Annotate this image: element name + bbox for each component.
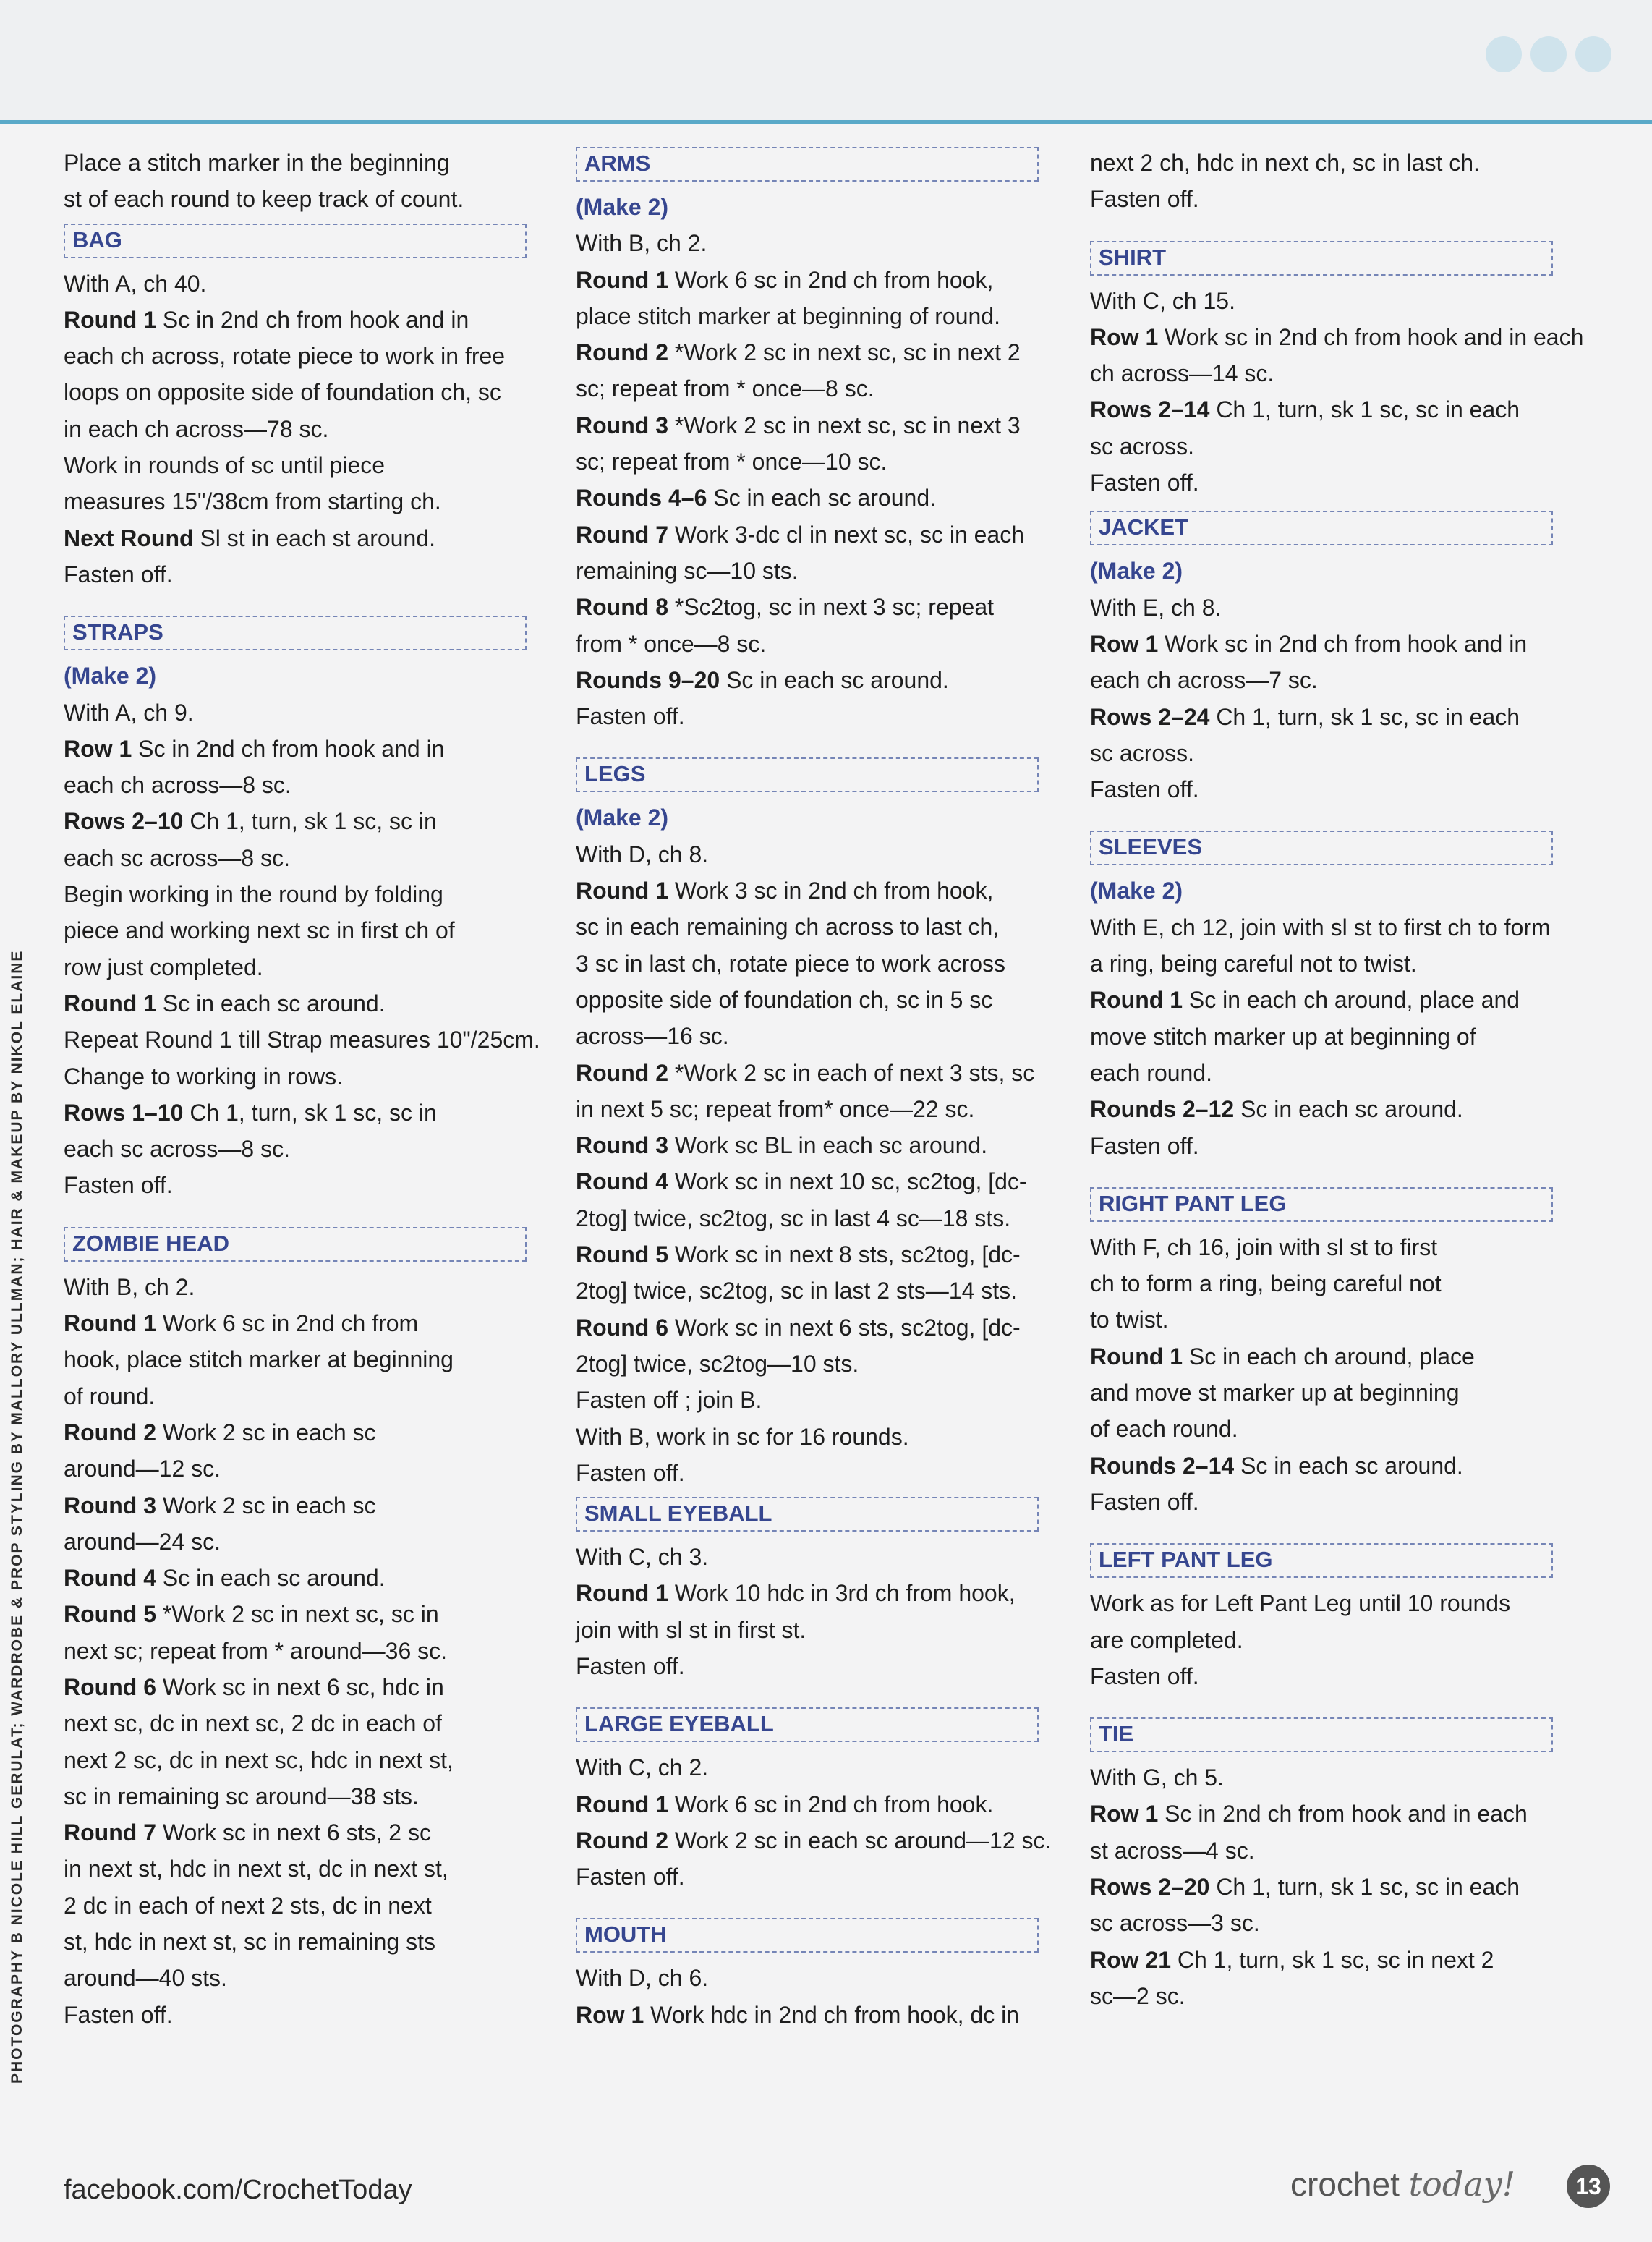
- intro-text: Place a stitch marker in the beginning: [64, 150, 450, 176]
- instruction-line: row just completed.: [64, 954, 263, 980]
- instruction-line: each ch across—7 sc.: [1090, 667, 1318, 694]
- circle-icon: [1575, 36, 1611, 72]
- instruction-line: Fasten off.: [1090, 1132, 1199, 1159]
- instruction-line: sc across—3 sc.: [1090, 1910, 1260, 1937]
- instruction-line: Row 21 Ch 1, turn, sk 1 sc, sc in next 2: [1090, 1946, 1494, 1973]
- instruction-line: With E, ch 8.: [1090, 594, 1222, 621]
- instruction-line: Round 3 Work 2 sc in each sc: [64, 1492, 376, 1519]
- instruction-line: next 2 ch, hdc in next ch, sc in last ch.: [1090, 150, 1480, 176]
- instruction-line: sc—2 sc.: [1090, 1982, 1185, 2009]
- instruction-line: Next Round Sl st in each st around.: [64, 525, 435, 551]
- make-note: (Make 2): [64, 663, 157, 689]
- instruction-line: Rounds 2–12 Sc in each sc around.: [1090, 1096, 1463, 1123]
- instruction-line: Fasten off.: [64, 2001, 173, 2028]
- instruction-line: and move st marker up at beginning: [1090, 1380, 1460, 1406]
- instruction-line: sc across.: [1090, 433, 1195, 459]
- instruction-line: around—12 sc.: [64, 1456, 221, 1482]
- top-band: [0, 0, 1652, 122]
- instruction-line: With G, ch 5.: [1090, 1765, 1224, 1791]
- instruction-line: Round 2 Work 2 sc in each sc around—12 sc.: [576, 1827, 1052, 1854]
- instruction-line: loops on opposite side of foundation ch, sc: [64, 379, 501, 406]
- instruction-line: Round 8 *Sc2tog, sc in next 3 sc; repeat: [576, 594, 994, 621]
- instruction-line: Row 1 Sc in 2nd ch from hook and in each: [1090, 1801, 1528, 1827]
- instruction-line: Fasten off.: [64, 1172, 173, 1199]
- instruction-line: each ch across, rotate piece to work in free: [64, 343, 506, 370]
- instruction-line: measures 15"/38cm from starting ch.: [64, 488, 441, 515]
- instruction-line: of each round.: [1090, 1416, 1238, 1443]
- instruction-line: With C, ch 15.: [1090, 287, 1235, 314]
- instruction-line: remaining sc—10 sts.: [576, 557, 799, 584]
- instruction-line: in each ch across—78 sc.: [64, 415, 329, 442]
- instruction-line: Fasten off.: [1090, 1663, 1199, 1689]
- instruction-line: in next st, hdc in next st, dc in next st,: [64, 1856, 448, 1882]
- instruction-line: from * once—8 sc.: [576, 630, 767, 657]
- section-heading-jacket: JACKET: [1090, 511, 1553, 545]
- instruction-line: a ring, being careful not to twist.: [1090, 951, 1417, 977]
- decorative-circles: [1477, 36, 1611, 76]
- instruction-line: With A, ch 40.: [64, 270, 207, 297]
- instruction-line: Round 3 *Work 2 sc in next sc, sc in next 3: [576, 412, 1021, 438]
- instruction-line: Round 1 Sc in each sc around.: [64, 990, 386, 1016]
- instruction-line: Round 3 Work sc BL in each sc around.: [576, 1132, 988, 1159]
- section-heading-mouth: MOUTH: [576, 1918, 1039, 1953]
- instruction-line: Work as for Left Pant Leg until 10 rounds: [1090, 1590, 1511, 1617]
- instruction-line: Round 4 Work sc in next 10 sc, sc2tog, [dc-: [576, 1168, 1027, 1195]
- instruction-line: Fasten off.: [1090, 186, 1199, 213]
- instruction-line: Rows 2–10 Ch 1, turn, sk 1 sc, sc in: [64, 808, 437, 835]
- instruction-line: Row 1 Work sc in 2nd ch from hook and in each: [1090, 323, 1584, 350]
- instruction-line: Round 1 Work 6 sc in 2nd ch from hook.: [576, 1791, 994, 1817]
- instruction-line: With C, ch 3.: [576, 1544, 709, 1571]
- instruction-line: Round 1 Work 6 sc in 2nd ch from hook,: [576, 266, 994, 293]
- instruction-line: to twist.: [1090, 1307, 1169, 1333]
- instruction-line: ch across—14 sc.: [1090, 360, 1274, 387]
- make-note: (Make 2): [1090, 558, 1183, 585]
- column-1: [64, 145, 541, 2033]
- instruction-line: around—24 sc.: [64, 1528, 221, 1555]
- circle-icon: [1530, 36, 1567, 72]
- instruction-line: Round 2 *Work 2 sc in each of next 3 sts, sc: [576, 1059, 1035, 1086]
- instruction-line: 2tog] twice, sc2tog—10 sts.: [576, 1350, 859, 1377]
- instruction-line: sc in each remaining ch across to last ch,: [576, 914, 1000, 940]
- instruction-line: Fasten off.: [576, 1864, 685, 1890]
- section-heading-shirt: SHIRT: [1090, 241, 1553, 276]
- instruction-line: st, hdc in next st, sc in remaining sts: [64, 1929, 435, 1956]
- instruction-line: each ch across—8 sc.: [64, 772, 291, 799]
- instruction-line: across—16 sc.: [576, 1023, 729, 1050]
- section-heading-bag: BAG: [64, 224, 527, 258]
- instruction-line: Round 7 Work sc in next 6 sts, 2 sc: [64, 1819, 431, 1846]
- instruction-line: place stitch marker at beginning of round.: [576, 302, 1000, 329]
- section-heading-straps: STRAPS: [64, 616, 527, 650]
- instruction-line: Change to working in rows.: [64, 1063, 343, 1090]
- instruction-line: sc across.: [1090, 739, 1195, 766]
- instruction-line: Rows 2–24 Ch 1, turn, sk 1 sc, sc in each: [1090, 703, 1520, 730]
- instruction-line: Begin working in the round by folding: [64, 881, 443, 908]
- instruction-line: With D, ch 8.: [576, 841, 709, 867]
- instruction-line: Round 5 Work sc in next 8 sts, sc2tog, [dc-: [576, 1241, 1021, 1268]
- instruction-line: Round 5 *Work 2 sc in next sc, sc in: [64, 1601, 439, 1628]
- instruction-line: Rounds 2–14 Sc in each sc around.: [1090, 1452, 1463, 1479]
- instruction-line: Row 1 Work hdc in 2nd ch from hook, dc in: [576, 2001, 1019, 2028]
- section-heading-zombie-head: ZOMBIE HEAD: [64, 1227, 527, 1262]
- instruction-line: Rounds 9–20 Sc in each sc around.: [576, 666, 949, 693]
- brand-logo: crochet today!: [1290, 2165, 1516, 2204]
- instruction-line: With B, work in sc for 16 rounds.: [576, 1423, 909, 1450]
- instruction-line: ch to form a ring, being careful not: [1090, 1270, 1442, 1297]
- make-note: (Make 2): [1090, 878, 1183, 904]
- page-number: 13: [1567, 2165, 1610, 2208]
- section-heading-legs: LEGS: [576, 757, 1039, 792]
- instruction-line: Rows 2–14 Ch 1, turn, sk 1 sc, sc in each: [1090, 396, 1520, 423]
- instruction-line: Round 4 Sc in each sc around.: [64, 1565, 386, 1592]
- section-heading-sleeves: SLEEVES: [1090, 831, 1553, 865]
- column-2: [576, 145, 1053, 2033]
- section-heading-arms: ARMS: [576, 147, 1039, 182]
- instruction-line: each sc across—8 sc.: [64, 1136, 290, 1163]
- instruction-line: With F, ch 16, join with sl st to first: [1090, 1233, 1438, 1260]
- instruction-line: 2tog] twice, sc2tog, sc in last 4 sc—18 sts.: [576, 1205, 1011, 1231]
- instruction-line: Rounds 4–6 Sc in each sc around.: [576, 485, 936, 511]
- section-heading-left-pant-leg: LEFT PANT LEG: [1090, 1543, 1553, 1578]
- instruction-line: Round 1 Work 3 sc in 2nd ch from hook,: [576, 878, 994, 904]
- instruction-line: each round.: [1090, 1059, 1213, 1086]
- instruction-line: of round.: [64, 1383, 156, 1409]
- instruction-line: Fasten off.: [64, 561, 173, 587]
- instruction-line: Round 2 *Work 2 sc in next sc, sc in next 2: [576, 339, 1021, 366]
- instruction-line: Rows 2–20 Ch 1, turn, sk 1 sc, sc in each: [1090, 1873, 1520, 1900]
- instruction-line: Round 2 Work 2 sc in each sc: [64, 1419, 376, 1445]
- instruction-line: sc; repeat from * once—8 sc.: [576, 375, 874, 402]
- instruction-line: Round 1 Sc in each ch around, place: [1090, 1343, 1475, 1370]
- instruction-line: next 2 sc, dc in next sc, hdc in next st,: [64, 1746, 454, 1773]
- instruction-line: With D, ch 6.: [576, 1965, 709, 1992]
- instruction-line: With B, ch 2.: [64, 1273, 195, 1300]
- section-heading-large-eyeball: LARGE EYEBALL: [576, 1707, 1039, 1742]
- instruction-line: Round 1 Sc in 2nd ch from hook and in: [64, 306, 469, 333]
- instruction-line: With B, ch 2.: [576, 230, 707, 257]
- instruction-line: next sc, dc in next sc, 2 dc in each of: [64, 1710, 442, 1737]
- instruction-line: opposite side of foundation ch, sc in 5 sc: [576, 986, 993, 1013]
- instruction-line: Fasten off.: [576, 1652, 685, 1679]
- instruction-line: Rows 1–10 Ch 1, turn, sk 1 sc, sc in: [64, 1099, 437, 1126]
- instruction-line: in next 5 sc; repeat from* once—22 sc.: [576, 1095, 975, 1122]
- facebook-link[interactable]: facebook.com/CrochetToday: [64, 2175, 412, 2205]
- instruction-line: 2tog] twice, sc2tog, sc in last 2 sts—14 sts.: [576, 1278, 1018, 1304]
- instruction-line: Round 1 Sc in each ch around, place and: [1090, 987, 1520, 1014]
- instruction-line: sc; repeat from * once—10 sc.: [576, 449, 887, 475]
- instruction-line: Fasten off.: [576, 703, 685, 730]
- section-heading-tie: TIE: [1090, 1717, 1553, 1752]
- instruction-line: Fasten off.: [1090, 470, 1199, 496]
- column-3: [1090, 145, 1589, 2014]
- instruction-line: Repeat Round 1 till Strap measures 10"/25cm.: [64, 1027, 540, 1053]
- instruction-line: Fasten off ; join B.: [576, 1387, 762, 1414]
- intro-text: st of each round to keep track of count.: [64, 186, 464, 213]
- instruction-line: Fasten off.: [1090, 1488, 1199, 1515]
- instruction-line: With E, ch 12, join with sl st to first ch to form: [1090, 914, 1551, 940]
- instruction-line: Row 1 Sc in 2nd ch from hook and in: [64, 735, 445, 762]
- instruction-line: Round 7 Work 3-dc cl in next sc, sc in each: [576, 521, 1025, 548]
- make-note: (Make 2): [576, 194, 669, 220]
- instruction-line: 2 dc in each of next 2 sts, dc in next: [64, 1892, 432, 1919]
- instruction-line: are completed.: [1090, 1626, 1243, 1653]
- circle-icon: [1486, 36, 1522, 72]
- instruction-line: Round 6 Work sc in next 6 sc, hdc in: [64, 1673, 444, 1700]
- instruction-line: join with sl st in first st.: [576, 1616, 806, 1643]
- instruction-line: Round 1 Work 10 hdc in 3rd ch from hook,: [576, 1580, 1016, 1607]
- instruction-line: move stitch marker up at beginning of: [1090, 1023, 1476, 1050]
- instruction-line: each sc across—8 sc.: [64, 844, 290, 871]
- instruction-line: With C, ch 2.: [576, 1754, 709, 1781]
- instruction-line: sc in remaining sc around—38 sts.: [64, 1783, 419, 1809]
- instruction-line: Fasten off.: [576, 1459, 685, 1486]
- instruction-line: Work in rounds of sc until piece: [64, 452, 386, 479]
- make-note: (Make 2): [576, 804, 669, 831]
- header-rule: [0, 120, 1652, 124]
- instruction-line: hook, place stitch marker at beginning: [64, 1346, 454, 1373]
- section-heading-small-eyeball: SMALL EYEBALL: [576, 1497, 1039, 1532]
- section-heading-right-pant-leg: RIGHT PANT LEG: [1090, 1187, 1553, 1222]
- instruction-line: piece and working next sc in first ch of: [64, 917, 455, 944]
- instruction-line: Fasten off.: [1090, 776, 1199, 803]
- instruction-line: around—40 sts.: [64, 1965, 227, 1992]
- instruction-line: 3 sc in last ch, rotate piece to work across: [576, 950, 1006, 977]
- photo-credit: PHOTOGRAPHY B NICOLE HILL GERULAT; WARDROBE & PROP STYLING BY MALLORY ULLMAN; HAIR & MAKEUP BY NIKOL ELAINE: [9, 949, 25, 2084]
- instruction-line: With A, ch 9.: [64, 699, 194, 726]
- instruction-line: Row 1 Work sc in 2nd ch from hook and in: [1090, 630, 1528, 657]
- instruction-line: Round 1 Work 6 sc in 2nd ch from: [64, 1310, 419, 1337]
- instruction-line: st across—4 sc.: [1090, 1837, 1255, 1864]
- instruction-line: Round 6 Work sc in next 6 sts, sc2tog, [dc-: [576, 1314, 1021, 1341]
- instruction-line: next sc; repeat from * around—36 sc.: [64, 1637, 448, 1664]
